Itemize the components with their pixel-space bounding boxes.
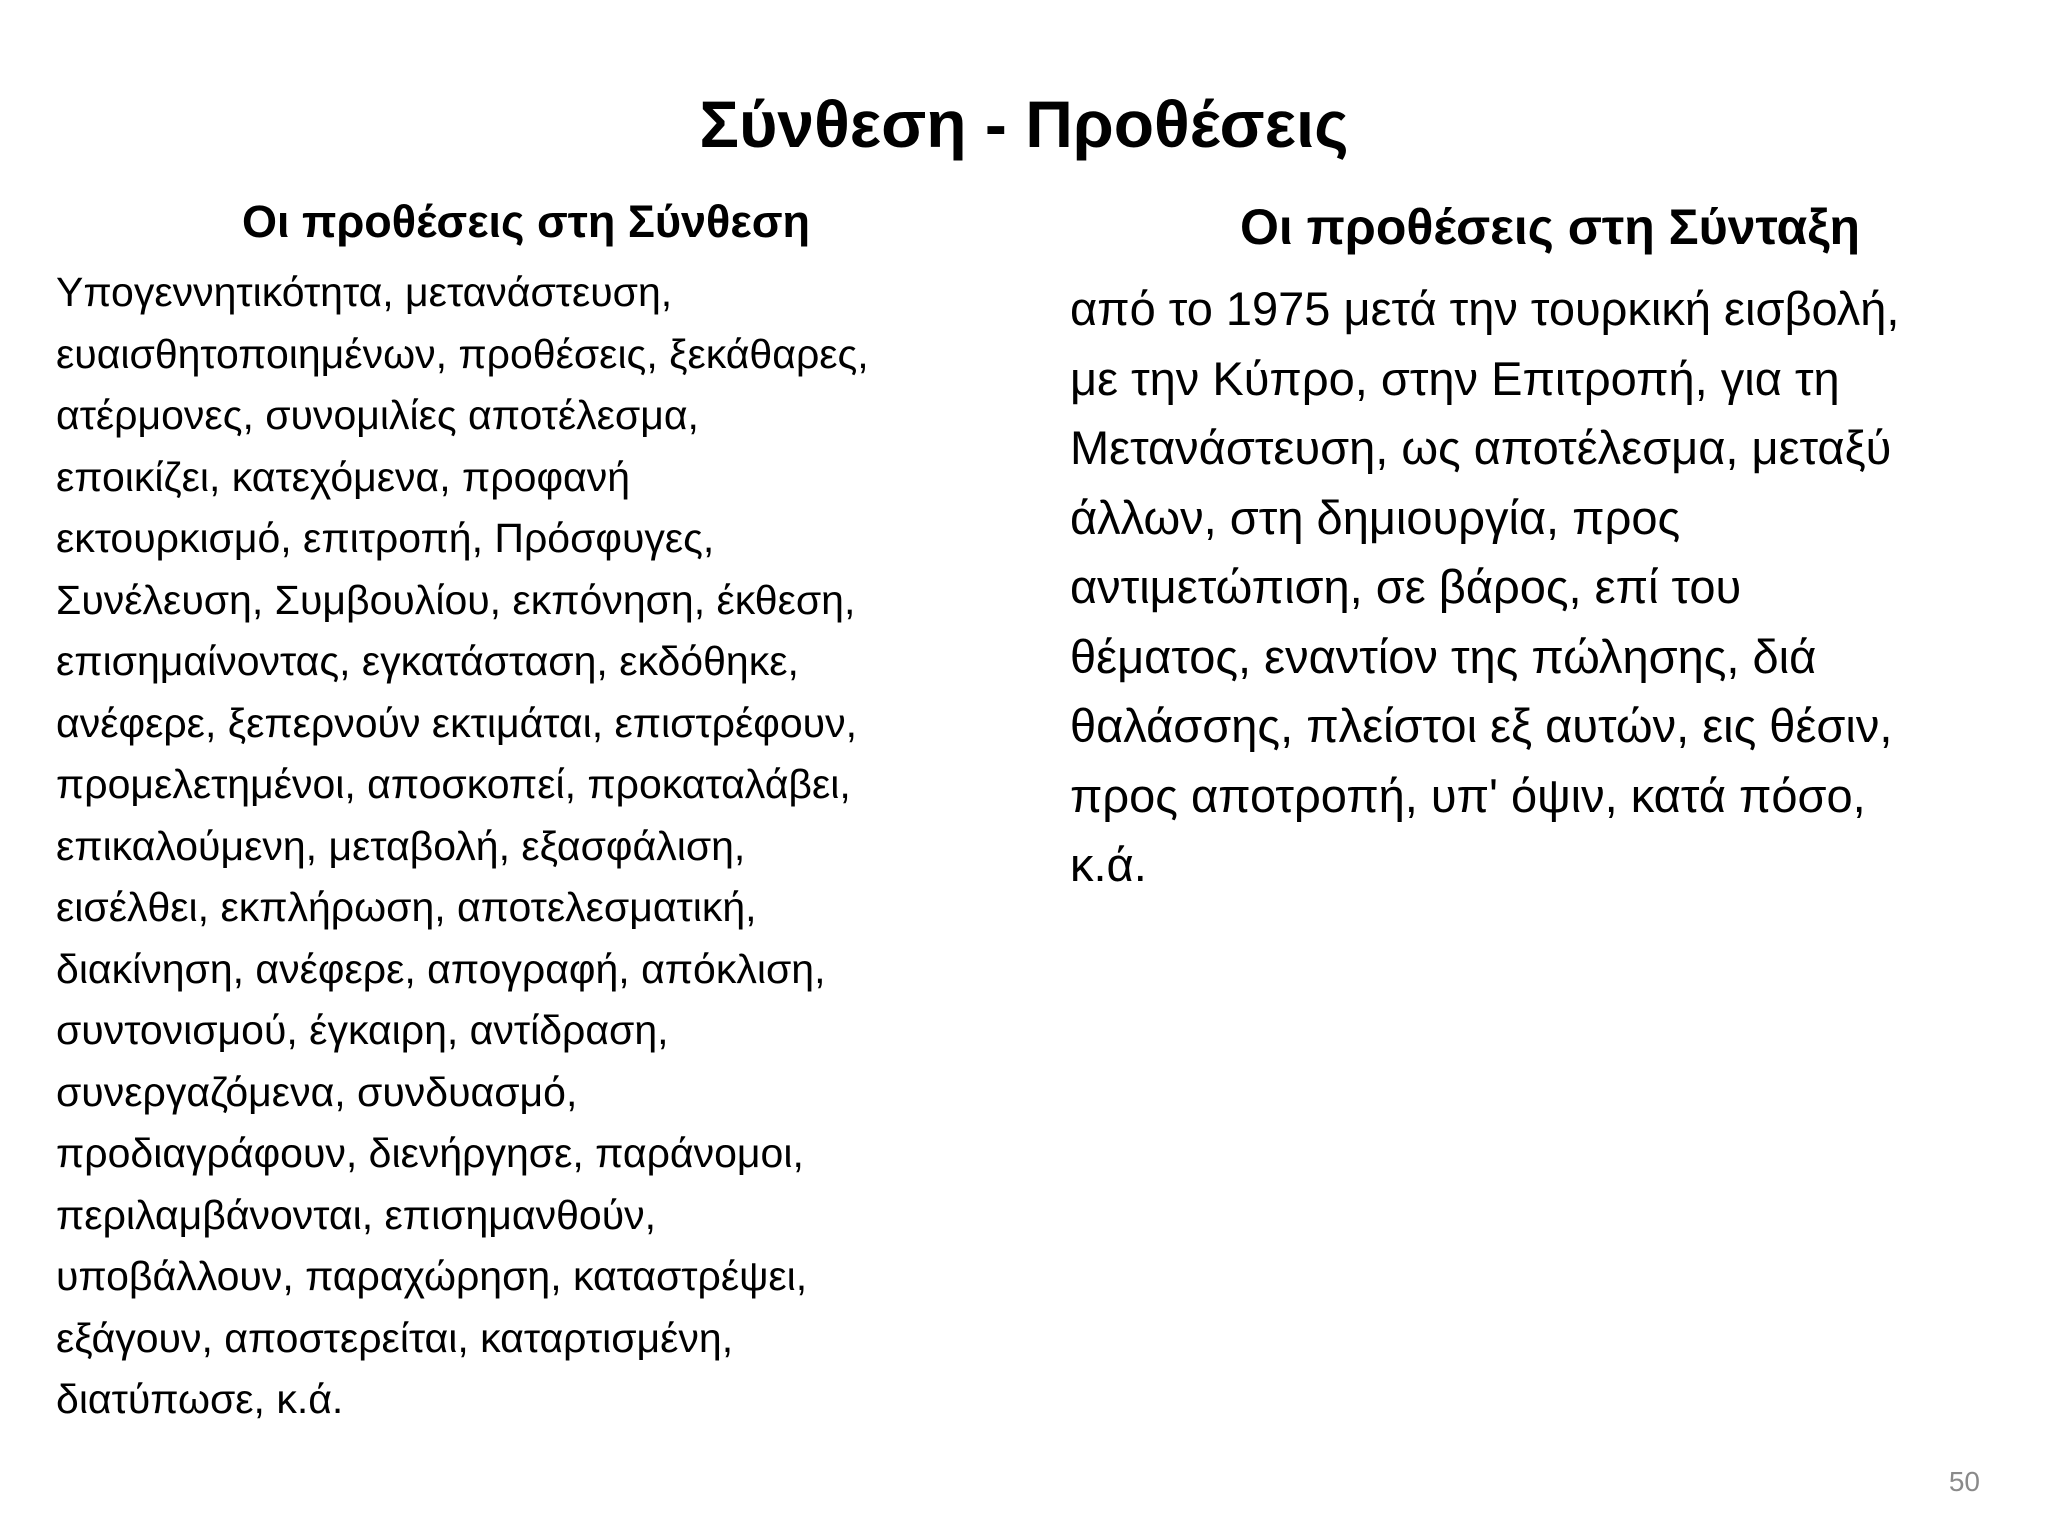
left-line: επικαλούμενη, μεταβολή, εξασφάλιση,: [56, 822, 746, 869]
right-line: κ.ά.: [1070, 838, 1147, 891]
left-line: ευαισθητοποιημένων, προθέσεις, ξεκάθαρες,: [56, 330, 869, 377]
left-line: προμελετημένοι, αποσκοπεί, προκαταλάβει,: [56, 761, 851, 807]
left-column: [56, 190, 1016, 1431]
left-line: εκτουρκισμό, επιτροπή, Πρόσφυγες,: [56, 515, 715, 561]
right-column-body: [1070, 274, 2030, 900]
left-line: προδιαγράφουν, διενήργησε, παράνομοι,: [56, 1130, 804, 1176]
right-line: Μετανάστευση, ως αποτέλεσμα, μεταξύ: [1070, 421, 1892, 474]
left-line: περιλαμβάνονται, επισημανθούν,: [56, 1191, 657, 1238]
right-column: [1070, 190, 2030, 900]
left-line: Υπογεννητικότητα, μετανάστευση,: [56, 269, 673, 315]
left-line: ανέφερε, ξεπερνούν εκτιμάται, επιστρέφουν,: [56, 699, 857, 746]
page-number: 50: [1948, 1466, 1980, 1497]
left-line: συντονισμού, έγκαιρη, αντίδραση,: [56, 1007, 669, 1053]
right-column-heading: Οι προθέσεις στη Σύνταξη: [1239, 199, 1861, 255]
right-line: αντιμετώπιση, σε βάρος, επί του: [1070, 560, 1742, 613]
right-line: άλλων, στη δημιουργία, προς: [1070, 490, 1681, 544]
right-line: θαλάσσης, πλείστοι εξ αυτών, εις θέσιν,: [1070, 699, 1893, 752]
left-column-heading: Οι προθέσεις στη Σύνθεση: [242, 196, 810, 247]
left-line: επισημαίνοντας, εγκατάσταση, εκδόθηκε,: [56, 638, 799, 684]
left-line: διατύπωσε, κ.ά.: [56, 1376, 344, 1422]
left-line: υποβάλλουν, παραχώρηση, καταστρέψει,: [56, 1253, 808, 1299]
slide-title: Σύνθεση - Προθέσεις: [699, 87, 1349, 161]
right-line: θέματος, εναντίον της πώλησης, διά: [1070, 629, 1817, 683]
left-line: συνεργαζόμενα, συνδυασμό,: [56, 1068, 578, 1115]
left-line: διακίνηση, ανέφερε, απογραφή, απόκλιση,: [56, 945, 826, 992]
left-line: ατέρμονες, συνομιλίες αποτέλεσμα,: [56, 392, 699, 438]
right-line: με την Κύπρο, στην Επιτροπή, για τη: [1070, 351, 1840, 405]
right-line: προς αποτροπή, υπ' όψιν, κατά πόσο,: [1070, 768, 1866, 822]
left-column-body: [56, 262, 1016, 1431]
left-line: εξάγουν, αποστερείται, καταρτισμένη,: [56, 1314, 734, 1361]
right-line: από το 1975 μετά την τουρκική εισβολή,: [1070, 282, 1900, 335]
left-line: εποικίζει, κατεχόμενα, προφανή: [56, 453, 631, 500]
left-line: Συνέλευση, Συμβουλίου, εκπόνηση, έκθεση,: [56, 576, 856, 623]
left-line: εισέλθει, εκπλήρωση, αποτελεσματική,: [56, 884, 757, 930]
